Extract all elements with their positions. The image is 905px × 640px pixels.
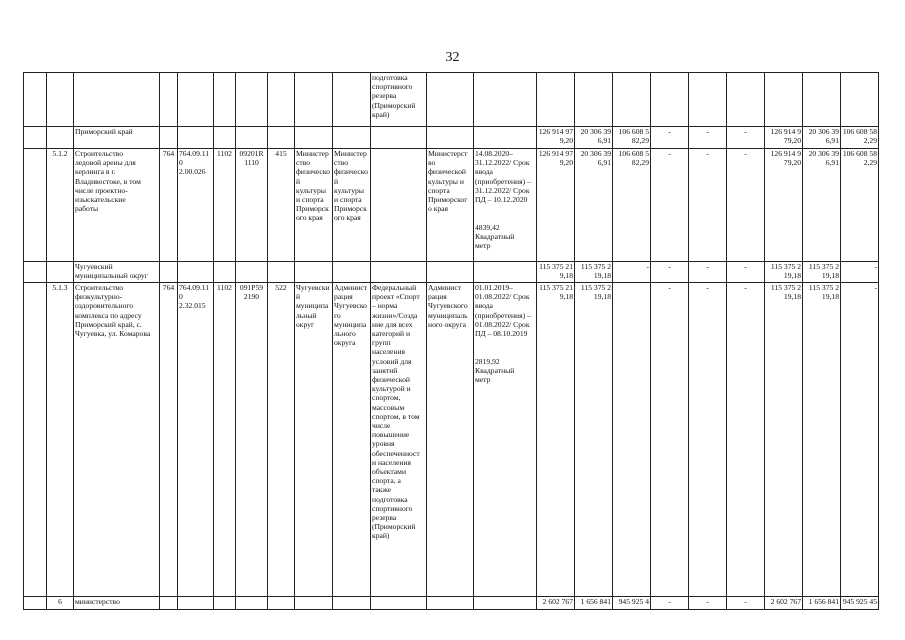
table-cell: 5.1.2 xyxy=(47,149,74,262)
table-cell: 415 xyxy=(268,149,295,262)
table-cell xyxy=(178,127,214,149)
table-cell: Строительство ледовой арены для керлинга в г. Владивостоке, в том числе проектно- изыскательские работы xyxy=(74,149,160,262)
margin-cell xyxy=(24,262,47,283)
table-cell xyxy=(371,597,427,610)
table-cell: Строительство физкультурно- оздоровительного комплекса по адресу Приморский край, с. Чугуевка, ул. Комарова xyxy=(74,283,160,597)
table-cell xyxy=(613,73,651,127)
table-cell: Чугуевский муниципальный округ xyxy=(74,262,160,283)
table-row-district xyxy=(24,262,879,283)
table-cell xyxy=(295,262,333,283)
table-cell xyxy=(765,73,803,127)
table-cell xyxy=(214,262,236,283)
table-cell xyxy=(427,262,474,283)
table-cell: - xyxy=(727,262,765,283)
table-cell xyxy=(178,73,214,127)
table-cell xyxy=(371,262,427,283)
table-cell: 091P59 2190 xyxy=(236,283,268,597)
table-cell xyxy=(268,73,295,127)
table-cell xyxy=(160,597,178,610)
table-cell xyxy=(333,262,371,283)
table-cell: 5.1.3 xyxy=(47,283,74,597)
table-cell: - xyxy=(727,149,765,262)
table-cell xyxy=(178,262,214,283)
table-cell xyxy=(214,597,236,610)
table-cell xyxy=(333,597,371,610)
table-cell: - xyxy=(841,262,879,283)
table-cell: Федеральный проект «Спорт – норма жизни»/Созда ние для всех категорий и групп населения условий для занятий физической культурой и спортом, массовым спортом, в том числе повышение уровня обеспеченност и населения объектами спорта, а также подготовка спортивного резерва (Приморский край) xyxy=(371,283,427,597)
table-cell xyxy=(803,73,841,127)
table-cell: 764 xyxy=(160,149,178,262)
table-cell: - xyxy=(689,127,727,149)
table-cell xyxy=(474,73,537,127)
table-cell xyxy=(841,73,879,127)
table-cell xyxy=(651,73,689,127)
table-cell xyxy=(236,597,268,610)
table-cell: 14.08.2020– 31.12.2022/ Срок ввода (приобретения) – 31.12.2022/ Срок ПД – 10.12.2020 4839,42 Квадратный метр xyxy=(474,149,537,262)
table-cell: - xyxy=(651,262,689,283)
table-cell: Министер ство физическо й культуры и спорта Приморск ого края xyxy=(333,149,371,262)
table-cell xyxy=(537,73,575,127)
table-cell xyxy=(295,597,333,610)
table-cell: 126 914 97 9,20 xyxy=(537,127,575,149)
table-cell: Чугуевски й муниципа льный округ xyxy=(295,283,333,597)
table-cell xyxy=(214,73,236,127)
table-cell: 945 925 4 xyxy=(613,597,651,610)
table-cell xyxy=(236,127,268,149)
table-cell xyxy=(47,73,74,127)
table-cell: министерство xyxy=(74,597,160,610)
table-cell: 20 306 39 6,91 xyxy=(803,127,841,149)
table-cell: Админист рация Чугуевского муниципаль ного округа xyxy=(427,283,474,597)
table-cell xyxy=(371,127,427,149)
table-cell xyxy=(333,73,371,127)
table-cell: 6 xyxy=(47,597,74,610)
table-cell: - xyxy=(689,597,727,610)
table-cell: 20 306 39 6,91 xyxy=(575,149,613,262)
table-cell: 115 375 2 19,18 xyxy=(575,262,613,283)
margin-cell xyxy=(24,73,47,127)
table-cell: 20 306 39 6,91 xyxy=(575,127,613,149)
table-cell: 1102 xyxy=(214,283,236,597)
table-cell: 2 602 767 xyxy=(765,597,803,610)
table-cell: 115 375 21 9,18 xyxy=(537,262,575,283)
table-cell: 764.09.110 2.32.015 xyxy=(178,283,214,597)
table-cell: 764.09.110 2.00.026 xyxy=(178,149,214,262)
table-cell xyxy=(160,262,178,283)
table-row-r512 xyxy=(24,149,879,262)
table-row-r6 xyxy=(24,597,879,610)
table-cell xyxy=(268,262,295,283)
table-cell: Приморский край xyxy=(74,127,160,149)
table-cell: 20 306 39 6,91 xyxy=(803,149,841,262)
table-row-r513 xyxy=(24,283,879,597)
table-cell xyxy=(236,262,268,283)
table-cell: 764 xyxy=(160,283,178,597)
table-cell: 115 375 21 9,18 xyxy=(537,283,575,597)
table-cell xyxy=(474,262,537,283)
program-table xyxy=(23,72,879,610)
table-cell xyxy=(689,73,727,127)
table-cell: 106 608 58 2,29 xyxy=(841,149,879,262)
table-cell xyxy=(427,73,474,127)
table-cell: - xyxy=(651,127,689,149)
table-cell: - xyxy=(689,283,727,597)
table-cell: - xyxy=(651,149,689,262)
table-cell xyxy=(474,597,537,610)
table-cell xyxy=(575,73,613,127)
table-cell: 126 914 9 79,20 xyxy=(765,149,803,262)
table-cell xyxy=(427,597,474,610)
table-cell: Министерст во физической культуры и спорта Приморског о края xyxy=(427,149,474,262)
table-cell: - xyxy=(689,262,727,283)
table-cell: - xyxy=(651,597,689,610)
table-cell: - xyxy=(613,262,651,283)
table-cell: 126 914 97 9,20 xyxy=(537,149,575,262)
table-cell: 115 375 2 19,18 xyxy=(575,283,613,597)
table-cell: 945 925 45 xyxy=(841,597,879,610)
table-cell: 106 608 5 82,29 xyxy=(613,127,651,149)
table-cell: 1 656 841 xyxy=(803,597,841,610)
table-cell: - xyxy=(727,127,765,149)
table-cell: - xyxy=(727,283,765,597)
table-cell xyxy=(236,73,268,127)
table-cell xyxy=(74,73,160,127)
table-cell: 1102 xyxy=(214,149,236,262)
table-cell xyxy=(727,73,765,127)
table-cell xyxy=(160,127,178,149)
table-cell xyxy=(295,73,333,127)
table-cell: 01.01.2019– 01.08.2022/ Срок ввода (приобретения) – 01.08.2022/ Срок ПД – 08.10.2019 2819,92 Квадратный метр xyxy=(474,283,537,597)
margin-cell xyxy=(24,127,47,149)
table-cell: подготовка спортивного резерва (Приморский край) xyxy=(371,73,427,127)
table-cell xyxy=(47,127,74,149)
table-cell xyxy=(178,597,214,610)
table-cell: - xyxy=(841,283,879,597)
margin-cell xyxy=(24,149,47,262)
table-cell xyxy=(214,127,236,149)
table-row-region xyxy=(24,127,879,149)
table-cell xyxy=(268,597,295,610)
table-cell xyxy=(160,73,178,127)
table-cell: 115 375 2 19,18 xyxy=(803,262,841,283)
table-cell xyxy=(333,127,371,149)
table-cell: - xyxy=(689,149,727,262)
table-cell: 115 375 2 19,18 xyxy=(765,262,803,283)
table-cell: - xyxy=(651,283,689,597)
table-cell xyxy=(47,262,74,283)
table-row-cont xyxy=(24,73,879,127)
table-cell xyxy=(295,127,333,149)
table-cell xyxy=(427,127,474,149)
table-cell: 09201R 1110 xyxy=(236,149,268,262)
table-cell: 1 656 841 xyxy=(575,597,613,610)
table-cell: Министер ство физическо й культуры и спорта Приморск ого края xyxy=(295,149,333,262)
page-number: 32 xyxy=(445,50,460,65)
table-cell xyxy=(371,149,427,262)
table-cell: 115 375 2 19,18 xyxy=(765,283,803,597)
table-cell: 106 608 58 2,29 xyxy=(841,127,879,149)
table-cell: 522 xyxy=(268,283,295,597)
table-cell: 115 375 2 19,18 xyxy=(803,283,841,597)
table-cell: 126 914 9 79,20 xyxy=(765,127,803,149)
margin-cell xyxy=(24,597,47,610)
table-cell: 2 602 767 xyxy=(537,597,575,610)
table-cell: 106 608 5 82,29 xyxy=(613,149,651,262)
table-cell: Админист рация Чугуевско го муниципа льного округа xyxy=(333,283,371,597)
table-cell xyxy=(613,283,651,597)
margin-cell xyxy=(24,283,47,597)
table-cell: - xyxy=(727,597,765,610)
table-cell xyxy=(474,127,537,149)
table-cell xyxy=(268,127,295,149)
